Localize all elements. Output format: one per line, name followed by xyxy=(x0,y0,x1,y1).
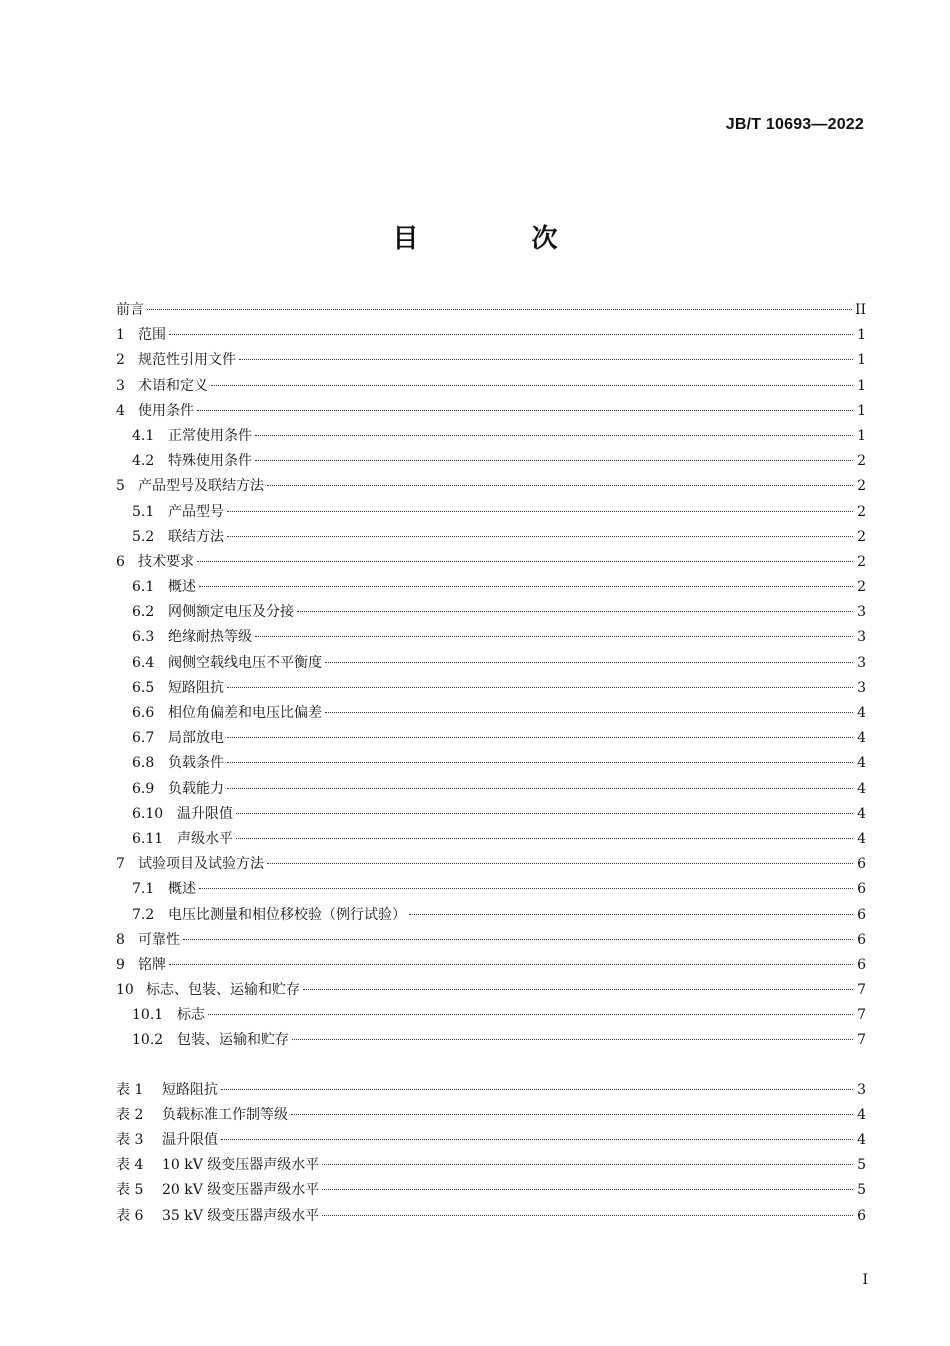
entry-title: 产品型号 xyxy=(168,503,224,520)
entry-title: 局部放电 xyxy=(168,730,224,747)
entry-title: 阀侧空载线电压不平衡度 xyxy=(168,654,322,671)
entry-title: 电压比测量和相位移校验（例行试验） xyxy=(168,906,406,923)
entry-page-number: 2 xyxy=(857,579,866,596)
dot-leader xyxy=(322,1214,853,1216)
entry-number: 9 xyxy=(116,956,125,973)
entry-number: 表 1 xyxy=(116,1081,144,1098)
dot-leader xyxy=(322,1163,853,1165)
entry-number: 5.2 xyxy=(132,528,155,545)
entry-page-number: 2 xyxy=(857,453,866,470)
entry-number: 2 xyxy=(116,352,125,369)
toc-entry[interactable] xyxy=(116,676,866,701)
entry-number: 6.4 xyxy=(132,654,155,671)
toc-entry[interactable] xyxy=(116,651,866,676)
entry-number: 4.2 xyxy=(132,453,155,470)
table-list-entry[interactable] xyxy=(116,1204,866,1229)
toc-entry[interactable] xyxy=(116,600,866,625)
toc-entry[interactable] xyxy=(116,1028,866,1053)
entry-page-number: 2 xyxy=(857,528,866,545)
entry-page-number: 3 xyxy=(857,679,866,696)
toc-entry[interactable] xyxy=(116,525,866,550)
entry-number: 6 xyxy=(116,553,125,570)
toc-entry[interactable] xyxy=(116,1003,866,1028)
entry-title: 概述 xyxy=(168,579,196,596)
toc-entry[interactable] xyxy=(116,323,866,348)
toc-entry[interactable] xyxy=(116,348,866,373)
toc-entry[interactable] xyxy=(116,852,866,877)
entry-title: 术语和定义 xyxy=(138,377,208,394)
entry-page-number: 6 xyxy=(857,1207,866,1224)
dot-leader xyxy=(227,736,853,738)
dot-leader xyxy=(303,988,853,990)
entry-title: 正常使用条件 xyxy=(168,427,252,444)
entry-page-number: 7 xyxy=(857,1007,866,1024)
dot-leader xyxy=(291,1113,853,1115)
toc-entry[interactable] xyxy=(116,575,866,600)
entry-number: 4 xyxy=(116,402,125,419)
entry-page-number: 4 xyxy=(857,1106,866,1123)
entry-title: 技术要求 xyxy=(138,553,194,570)
entry-page-number: 4 xyxy=(857,755,866,772)
entry-title: 10 kV 级变压器声级水平 xyxy=(162,1157,320,1174)
toc-entry[interactable] xyxy=(116,374,866,399)
dot-leader xyxy=(199,887,853,889)
entry-title: 范围 xyxy=(138,327,166,344)
entry-page-number: 6 xyxy=(857,881,866,898)
dot-leader xyxy=(255,635,853,637)
table-list-entry[interactable] xyxy=(116,1128,866,1153)
entry-number: 表 4 xyxy=(116,1157,144,1174)
dot-leader xyxy=(208,1013,853,1015)
entry-title: 网侧额定电压及分接 xyxy=(168,604,294,621)
toc-entry[interactable] xyxy=(116,877,866,902)
entry-number: 表 6 xyxy=(116,1207,144,1224)
entry-number: 表 3 xyxy=(116,1132,144,1148)
dot-leader xyxy=(267,862,853,864)
dot-leader xyxy=(169,963,853,965)
dot-leader xyxy=(409,913,853,915)
table-of-contents xyxy=(116,298,866,1229)
entry-title: 绝缘耐热等级 xyxy=(168,629,252,646)
toc-entry[interactable] xyxy=(116,978,866,1003)
toc-entry[interactable] xyxy=(116,625,866,650)
dot-leader xyxy=(292,1038,853,1040)
entry-title: 20 kV 级变压器声级水平 xyxy=(162,1182,320,1199)
dot-leader xyxy=(227,787,853,789)
entry-page-number: 3 xyxy=(857,629,866,646)
dot-leader xyxy=(169,333,853,335)
entry-number: 6.6 xyxy=(132,705,155,721)
entry-number: 6.5 xyxy=(132,679,155,696)
entry-title: 前言 xyxy=(116,302,144,318)
toc-entry[interactable] xyxy=(116,777,866,802)
dot-leader xyxy=(255,459,853,461)
toc-entry[interactable] xyxy=(116,726,866,751)
entry-title: 包装、运输和贮存 xyxy=(177,1032,289,1049)
entry-number: 8 xyxy=(116,931,125,948)
entry-title: 标志、包装、运输和贮存 xyxy=(146,982,300,999)
entry-title: 短路阻抗 xyxy=(168,679,224,696)
entry-page-number: 3 xyxy=(857,604,866,621)
dot-leader xyxy=(255,434,853,436)
entry-number: 5 xyxy=(116,478,125,495)
toc-entry[interactable] xyxy=(116,399,866,424)
entry-number: 6.10 xyxy=(132,805,164,822)
dot-leader xyxy=(227,686,853,688)
entry-title: 试验项目及试验方法 xyxy=(138,856,264,873)
entry-page-number: 1 xyxy=(857,352,866,369)
toc-entry[interactable] xyxy=(116,298,866,323)
table-list-entry[interactable] xyxy=(116,1153,866,1178)
dot-leader xyxy=(221,1088,853,1090)
entry-page-number: 2 xyxy=(857,478,866,495)
entry-page-number: 4 xyxy=(857,830,866,847)
dot-leader xyxy=(325,711,853,713)
entry-number: 7.1 xyxy=(132,881,155,898)
entry-title: 联结方法 xyxy=(168,528,224,545)
entry-page-number: 3 xyxy=(857,654,866,671)
toc-entry[interactable] xyxy=(116,802,866,827)
entry-number: 3 xyxy=(116,377,125,394)
entry-number: 10.1 xyxy=(132,1007,164,1024)
entry-title: 35 kV 级变压器声级水平 xyxy=(162,1207,320,1224)
entry-number: 表 5 xyxy=(116,1182,144,1199)
entry-title: 特殊使用条件 xyxy=(168,453,252,470)
table-list-entry[interactable] xyxy=(116,1103,866,1128)
entry-number: 6.11 xyxy=(132,830,164,847)
entry-number: 6.3 xyxy=(132,629,155,646)
entry-page-number: 6 xyxy=(857,956,866,973)
entry-number: 7 xyxy=(116,856,125,873)
entry-number: 5.1 xyxy=(132,503,155,520)
dot-leader xyxy=(297,610,853,612)
entry-number: 7.2 xyxy=(132,906,155,923)
toc-entry[interactable] xyxy=(116,701,866,726)
standard-code: JB/T 10693—2022 xyxy=(725,116,864,133)
entry-page-number: 4 xyxy=(857,705,866,721)
table-list-entry[interactable] xyxy=(116,1178,866,1203)
dot-leader xyxy=(227,510,853,512)
dot-leader xyxy=(267,484,853,486)
toc-entry[interactable] xyxy=(116,928,866,953)
entry-page-number: 7 xyxy=(857,982,866,999)
entry-title: 使用条件 xyxy=(138,402,194,419)
entry-title: 铭牌 xyxy=(138,956,166,973)
entry-page-number: 7 xyxy=(857,1032,866,1049)
dot-leader xyxy=(199,585,853,587)
page-folio: I xyxy=(862,1272,868,1288)
entry-title: 概述 xyxy=(168,881,196,898)
entry-page-number: 3 xyxy=(857,1081,866,1098)
entry-number: 表 2 xyxy=(116,1106,144,1123)
entry-page-number: 1 xyxy=(857,377,866,394)
entry-title: 产品型号及联结方法 xyxy=(138,478,264,495)
toc-entry[interactable] xyxy=(116,827,866,852)
entry-page-number: II xyxy=(854,302,866,318)
entry-page-number: 4 xyxy=(857,730,866,747)
entry-page-number: 4 xyxy=(857,1132,866,1148)
entry-title: 温升限值 xyxy=(177,805,233,822)
dot-leader xyxy=(211,384,853,386)
entry-page-number: 2 xyxy=(857,553,866,570)
entry-title: 短路阻抗 xyxy=(162,1081,218,1098)
section-gap xyxy=(116,1054,866,1078)
entry-page-number: 6 xyxy=(857,856,866,873)
entry-title: 可靠性 xyxy=(138,931,180,948)
entry-number: 1 xyxy=(116,327,125,344)
dot-leader xyxy=(197,409,853,411)
entry-page-number: 1 xyxy=(857,427,866,444)
entry-page-number: 5 xyxy=(857,1182,866,1199)
toc-entry[interactable] xyxy=(116,751,866,776)
dot-leader xyxy=(236,837,853,839)
page-title: 目 次 xyxy=(392,224,610,254)
dot-leader xyxy=(322,1188,853,1190)
dot-leader xyxy=(197,560,853,562)
entry-page-number: 2 xyxy=(857,503,866,520)
entry-page-number: 1 xyxy=(857,327,866,344)
entry-title: 规范性引用文件 xyxy=(138,352,236,369)
dot-leader xyxy=(183,938,853,940)
entry-title: 声级水平 xyxy=(177,830,233,847)
dot-leader xyxy=(239,358,853,360)
entry-title: 温升限值 xyxy=(162,1132,218,1148)
entry-number: 6.8 xyxy=(132,755,155,772)
table-list-entry[interactable] xyxy=(116,1078,866,1103)
dot-leader xyxy=(227,535,853,537)
entry-page-number: 5 xyxy=(857,1157,866,1174)
entry-number: 10 xyxy=(116,982,134,999)
toc-entry[interactable] xyxy=(116,449,866,474)
entry-page-number: 1 xyxy=(857,402,866,419)
toc-entry[interactable] xyxy=(116,474,866,499)
entry-title: 相位角偏差和电压比偏差 xyxy=(168,705,322,721)
entry-number: 6.1 xyxy=(132,579,155,596)
dot-leader xyxy=(221,1138,853,1140)
toc-entry[interactable] xyxy=(116,500,866,525)
entry-title: 负载条件 xyxy=(168,755,224,772)
entry-page-number: 6 xyxy=(857,906,866,923)
dot-leader xyxy=(236,812,853,814)
toc-entry[interactable] xyxy=(116,424,866,449)
entry-title: 负载能力 xyxy=(168,780,224,797)
entry-title: 负载标准工作制等级 xyxy=(162,1106,288,1123)
dot-leader xyxy=(147,308,852,310)
toc-entry[interactable] xyxy=(116,903,866,928)
entry-page-number: 4 xyxy=(857,805,866,822)
entry-page-number: 4 xyxy=(857,780,866,797)
entry-title: 标志 xyxy=(177,1007,205,1024)
toc-entry[interactable] xyxy=(116,953,866,978)
toc-entry[interactable] xyxy=(116,550,866,575)
entry-number: 6.2 xyxy=(132,604,155,621)
entry-number: 6.7 xyxy=(132,730,155,747)
entry-page-number: 6 xyxy=(857,931,866,948)
entry-number: 10.2 xyxy=(132,1032,164,1049)
dot-leader xyxy=(227,761,853,763)
entry-number: 4.1 xyxy=(132,427,155,444)
entry-number: 6.9 xyxy=(132,780,155,797)
dot-leader xyxy=(325,661,853,663)
